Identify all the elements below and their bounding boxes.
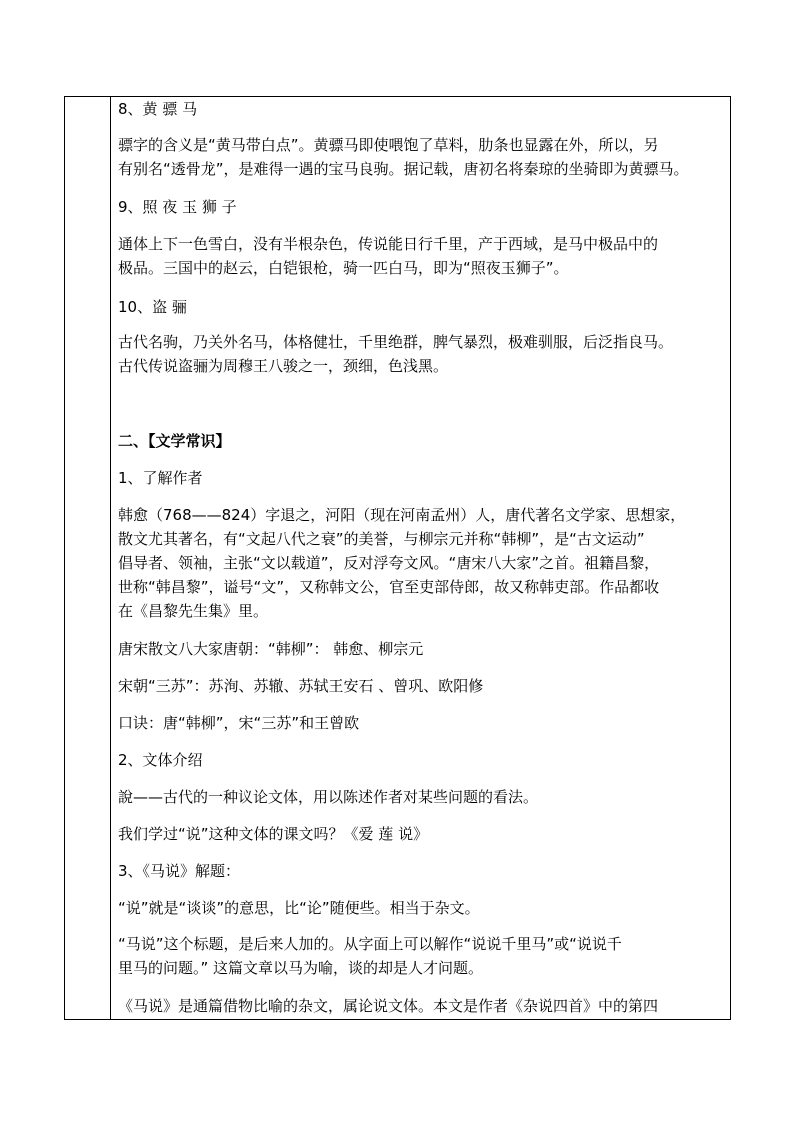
item10-line-2: 古代传说盗骊为周穆王八骏之一，颈细，色浅黑。 — [118, 357, 449, 375]
title-explanation — [118, 932, 726, 980]
item10-line-1: 古代名驹，乃关外名马，体格健壮，千里绝群，脾气暴烈，极难驯服，后泛指良马。 — [118, 333, 674, 351]
genre-question: 我们学过“说”这种文体的课文吗？《爱 莲 说》 — [118, 825, 429, 843]
sub3-heading: 3、《马说》解题： — [118, 862, 241, 880]
item8-line-2: 有别名“透骨龙”，是难得一遇的宝马良驹。据记载，唐初名将秦琼的坐骑即为黄骠马。 — [118, 160, 689, 178]
title-explanation-line-1: “马说”这个标题，是后来人加的。从字面上可以解作“说说千里马”或“说说千 — [118, 935, 622, 953]
item8-line-1: 骠字的含义是“黄马带白点”。黄骠马即使喂饱了草料，肋条也显露在外，所以，另 — [118, 136, 659, 154]
item9-line-1: 通体上下一色雪白，没有半根杂色，传说能日行千里，产于西域，是马中极品中的 — [118, 235, 659, 253]
author-line-2: 散文尤其著名，有“文起八代之衰”的美誉，与柳宗元并称“韩柳”，是“古文运动” — [118, 530, 645, 548]
item9-line-2: 极品。三国中的赵云，白铠银枪，骑一匹白马，即为“照夜玉狮子”。 — [118, 259, 569, 277]
author-line-3: 倡导者、领袖，主张“文以载道”，反对浮夸文风。“唐宋八大家”之首。祖籍昌黎， — [118, 554, 660, 572]
item9-heading: 9、照 夜 玉 狮 子 — [118, 198, 237, 216]
shuo-meaning: “说”就是“谈谈”的意思，比“论”随便些。相当于杂文。 — [118, 899, 480, 917]
genre-summary: 《马说》是通篇借物比喻的杂文，属论说文体。本文是作者《杂说四首》中的第四 — [118, 997, 659, 1015]
item10-heading: 10、盗 骊 — [118, 298, 187, 316]
sub1-heading: 1、了解作者 — [118, 469, 203, 487]
author-paragraph — [118, 503, 726, 623]
item9-paragraph — [118, 232, 726, 280]
tang-eight-masters: 唐宋散文八大家唐朝：“韩柳”： 韩愈、柳宗元 — [118, 640, 424, 658]
sub2-heading: 2、文体介绍 — [118, 751, 203, 769]
song-eight-masters: 宋朝“三苏”：苏洵、苏辙、苏轼王安石 、曾巩、欧阳修 — [118, 677, 484, 695]
mnemonic: 口诀：唐“韩柳”，宋“三苏”和王曾欧 — [118, 714, 360, 732]
section-title-literature: 二、【文学常识】 — [118, 432, 231, 450]
author-line-1: 韩愈（768——824）字退之，河阳（现在河南孟州）人，唐代著名文学家、思想家， — [118, 506, 686, 524]
column-divider — [110, 96, 111, 1020]
genre-definition: 說——古代的一种议论文体，用以陈述作者对某些问题的看法。 — [118, 788, 539, 806]
item8-paragraph — [118, 133, 726, 181]
author-line-4: 世称“韩昌黎”，谥号“文”，又称韩文公，官至吏部侍郎，故又称韩吏部。作品都收 — [118, 578, 660, 596]
item8-heading: 8、黄 骠 马 — [118, 100, 198, 118]
author-line-5: 在《昌黎先生集》里。 — [118, 602, 269, 620]
title-explanation-line-2: 里马的问题。” 这篇文章以马为喻，谈的却是人才问题。 — [118, 959, 484, 977]
item10-paragraph — [118, 330, 726, 378]
